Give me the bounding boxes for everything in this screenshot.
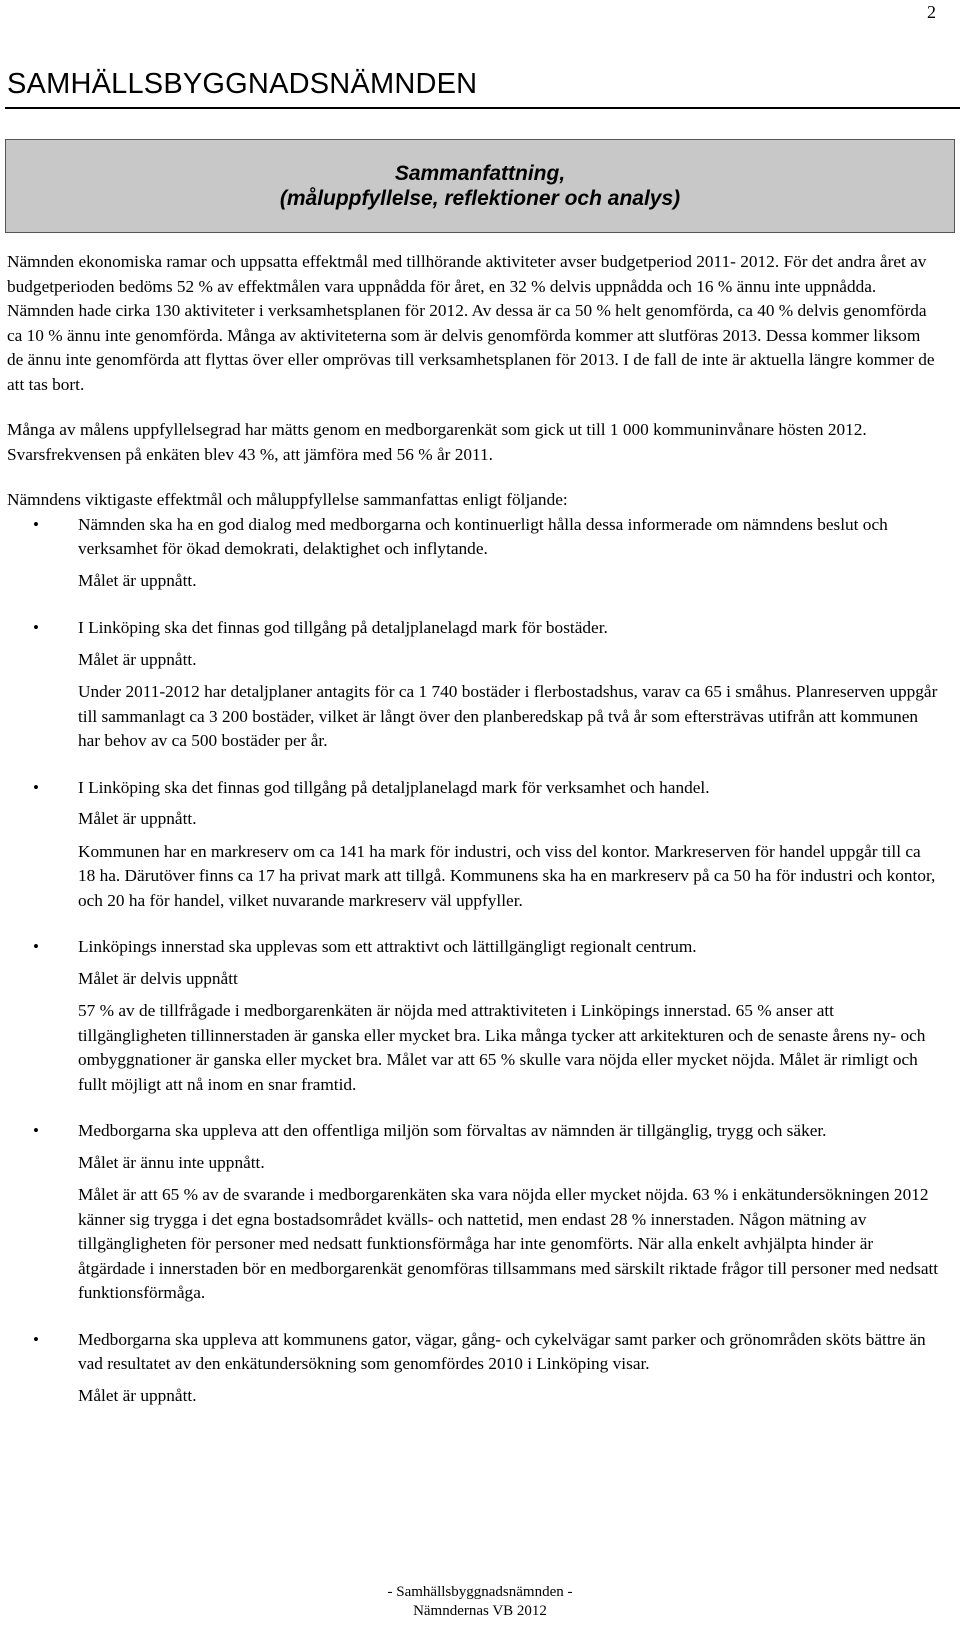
summary-heading-line1: Sammanfattning,	[394, 162, 566, 185]
goal-detail: Under 2011-2012 har detaljplaner antagits för ca 1 740 bostäder i flerbostadshus, varav ca 65 i småhus. Planreserven uppgår till sammanlagt ca 3 200 bostäder, vilket är långt över den planberedskap på två år som eftersträvas utifrån att kommunen har behov av ca 500 bostäder per år.	[78, 682, 938, 750]
bullet-icon: •	[33, 777, 39, 797]
goal-detail: Kommunen har en markreserv om ca 141 ha mark för industri, och viss del kontor. Markreserven för handel uppgår till ca 18 ha. Därutöver finns ca 17 ha privat mark att tillgå. Kommunens ska ha en markreserv på ca 50 ha för industri och kontor, och 20 ha för handel, vilket nuvarande markreserv väl uppfyller.	[78, 841, 936, 910]
goal-text: Linköpings innerstad ska upplevas som ett attraktivt och lättillgängligt regionalt centrum.	[78, 937, 697, 956]
goal-item	[7, 513, 939, 594]
goal-text: I Linköping ska det finnas god tillgång på detaljplanelagd mark för verksamhet och handel.	[78, 777, 710, 797]
goal-text: Medborgarna ska uppleva att kommunens gator, vägar, gång- och cykelvägar samt parker och grönområden sköts bättre än vad resultatet av den enkätundersökning som genomfördes 2010 i Linköping visar.	[78, 1329, 926, 1373]
page-title: SAMHÄLLSBYGGNADSNÄMNDEN	[7, 68, 478, 100]
footer-line2: Nämndernas VB 2012	[413, 1603, 547, 1619]
goal-text: I Linköping ska det finnas god tillgång på detaljplanelagd mark för bostäder.	[78, 618, 608, 637]
goal-item	[7, 616, 939, 754]
bullet-icon: •	[33, 937, 39, 956]
bullet-icon: •	[33, 1329, 39, 1349]
page-footer	[0, 1583, 960, 1621]
goal-item	[7, 935, 939, 1097]
goal-text: Nämnden ska ha en god dialog med medborgarna och kontinuerligt hålla dessa informerade om nämndens beslut och verksamhet för ökad demokrati, delaktighet och inflytande.	[78, 514, 888, 558]
goal-status: Målet är uppnått.	[78, 1385, 197, 1405]
summary-heading-line2: (måluppfyllelse, reflektioner och analys)	[279, 187, 681, 210]
goals-list	[7, 513, 939, 1409]
goals-intro: Nämndens viktigaste effektmål och måluppfyllelse sammanfattas enligt följande:	[7, 490, 568, 509]
footer-line1: - Samhällsbyggnadsnämnden -	[387, 1584, 573, 1600]
intro-paragraph: Många av målens uppfyllelsegrad har mätts genom en medborgarenkät som gick ut till 1 000 kommuninvånare hösten 2012. Svarsfrekvensen på enkäten blev 43 %, att jämföra med 56 % år 2011.	[7, 420, 867, 464]
goal-item	[7, 1328, 939, 1409]
goal-status: Målet är uppnått.	[78, 649, 197, 669]
page-number: 2	[927, 2, 936, 22]
summary-heading-box	[5, 139, 955, 233]
bullet-icon: •	[33, 514, 39, 534]
intro-paragraph: Nämnden ekonomiska ramar och uppsatta effektmål med tillhörande aktiviteter avser budgetperiod 2011- 2012. För det andra året av budgetperioden bedöms 52 % av effektmålen vara uppnådda för året, en 32 % delvis uppnådda och 16 % ännu inte uppnådda. Nämnden hade cirka 130 aktiviteter i verksamhetsplanen för 2012. Av dessa är ca 50 % helt genomförda, ca 40 % delvis genomförda ca 10 % ännu inte genomförda. Många av aktiviteterna som är delvis genomförda kommer att slutföras 2013. Dessa kommer liksom de ännu inte genomförda att flyttas över eller omprövas till verksamhetsplanen för 2013. I de fall de inte är aktuella längre kommer de att tas bort.	[7, 252, 935, 394]
goal-item	[7, 776, 939, 914]
goal-status: Målet är uppnått.	[78, 809, 197, 828]
bullet-icon: •	[33, 618, 39, 637]
goal-item	[7, 1119, 939, 1306]
document-body	[7, 250, 939, 1408]
title-divider	[5, 107, 960, 109]
goal-status: Målet är uppnått.	[78, 570, 197, 590]
goal-detail: 57 % av de tillfrågade i medborgarenkäten är nöjda med attraktiviteten i Linköpings innerstad. 65 % anser att tillgängligheten tillinnerstaden är ganska eller mycket bra. Lika många tycker att arkitekturen och de senaste årens ny- och ombyggnationer är ganska eller mycket bra. Målet var att 65 % skulle vara nöjda eller mycket nöjda. Målet är rimligt och fullt möjligt att nå inom en snar framtid.	[78, 1001, 926, 1094]
goal-status: Målet är delvis uppnått	[78, 968, 238, 988]
goal-text: Medborgarna ska uppleva att den offentliga miljön som förvaltas av nämnden är tillgänglig, trygg och säker.	[78, 1121, 827, 1140]
bullet-icon: •	[33, 1121, 39, 1140]
goal-detail: Målet är att 65 % av de svarande i medborgarenkäten ska vara nöjda eller mycket nöjda. 63 % i enkätundersökningen 2012 känner sig trygga i det egna bostadsområdet kvälls- och nattetid, men endast 28 % innerstaden. Någon mätning av tillgängligheten för personer med nedsatt funktionsförmåga har inte genomförts. När alla enkelt avhjälpta hinder är åtgärdade i innerstaden bör en medborgarenkät genomföras tillsammans med särskilt riktade frågor till personer med nedsatt funktionsförmåga.	[78, 1185, 939, 1302]
goal-status: Målet är ännu inte uppnått.	[78, 1152, 265, 1172]
